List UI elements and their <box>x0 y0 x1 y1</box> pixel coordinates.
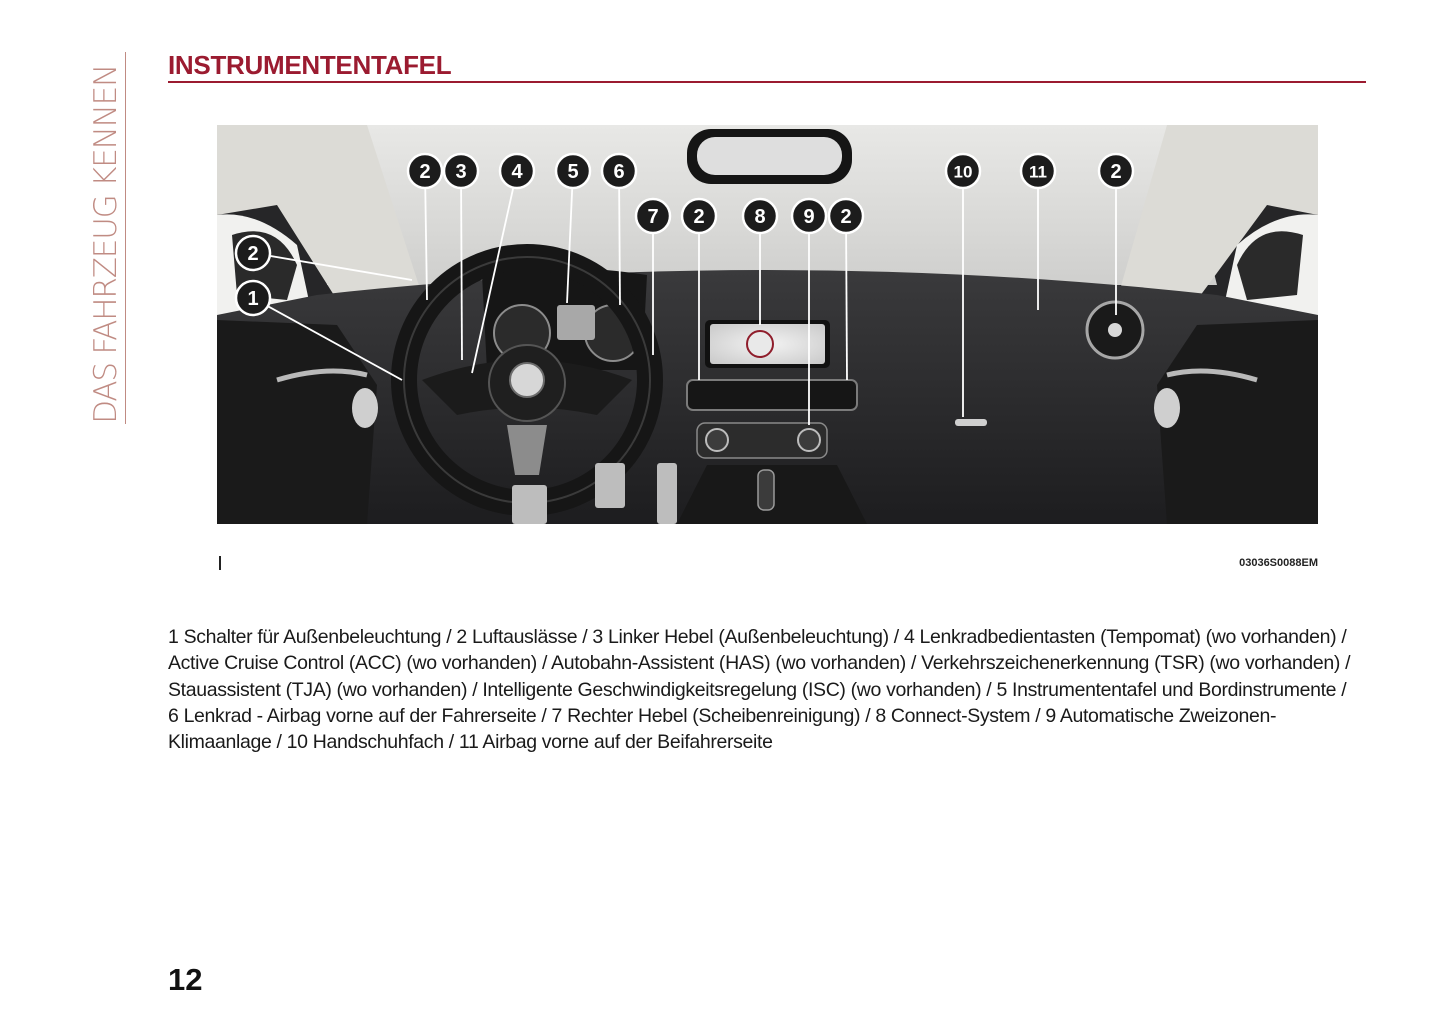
callout-number: 11 <box>1029 162 1047 182</box>
callout-marker <box>743 199 777 233</box>
callout-marker <box>408 154 442 188</box>
page-title: INSTRUMENTENTAFEL <box>168 50 452 80</box>
callout-number: 2 <box>840 206 852 228</box>
figure-legend: 1 Schalter für Außenbeleuchtung / 2 Luftauslässe / 3 Linker Hebel (Außenbeleuchtung) / 4 Lenkradbedientasten (Tempomat) (wo vorhanden) / Active Cruise Control (ACC) (wo vorhanden) / Autobahn-Assistent (HAS) (wo vorhanden) / Verkehrszeichenerkennung (TSR) (wo vorhanden) / Stauassistent (TJA) (wo vorhanden) / Intelligente Geschwindigkeitsregelung (ISC) (wo vorhanden) / 5 Instrumententafel und Bordinstrumente / 6 Lenkrad - Airbag vorne auf der Fahrerseite / 7 Rechter Hebel (Scheibenreinigung) / 8 Connect-System / 9 Automatische Zweizonen-Klimaanlage / 10 Handschuhfach / 11 Airbag vorne auf der Beifahrerseite <box>168 626 1351 754</box>
callout-number: 7 <box>647 206 659 228</box>
callout-marker <box>1099 154 1133 188</box>
callout-number: 2 <box>419 161 431 183</box>
callout-marker <box>829 199 863 233</box>
callout-marker <box>636 199 670 233</box>
callout-number: 4 <box>511 161 523 183</box>
callout-number: 6 <box>613 161 625 183</box>
page-number: 12 <box>168 962 203 997</box>
callout-number: 2 <box>1110 161 1122 183</box>
side-divider <box>125 52 126 424</box>
dashboard-illustration <box>217 125 1318 524</box>
section-side-title-text: DAS FAHRZEUG KENNEN <box>88 65 124 424</box>
callout-number: 10 <box>953 162 973 182</box>
callout-number: 2 <box>693 206 705 228</box>
callout-marker <box>602 154 636 188</box>
callout-number: 2 <box>247 243 259 265</box>
callout-number: 1 <box>247 288 259 310</box>
callout-number: 9 <box>803 206 815 228</box>
callout-marker <box>556 154 590 188</box>
callout-marker <box>236 236 270 270</box>
callout-number: 8 <box>754 206 766 228</box>
callout-marker <box>792 199 826 233</box>
callout-number: 5 <box>567 161 579 183</box>
callout-marker <box>1021 154 1055 188</box>
callout-marker <box>946 154 980 188</box>
callout-marker <box>682 199 716 233</box>
dashboard-drawing <box>217 125 1318 524</box>
callout-number: 3 <box>455 161 467 183</box>
figure-mark <box>219 556 221 570</box>
figure-code: 03036S0088EM <box>1239 557 1318 569</box>
callout-marker <box>444 154 478 188</box>
title-divider <box>168 81 1366 83</box>
callout-marker <box>500 154 534 188</box>
section-side-title <box>88 52 124 424</box>
callout-marker <box>236 281 270 315</box>
